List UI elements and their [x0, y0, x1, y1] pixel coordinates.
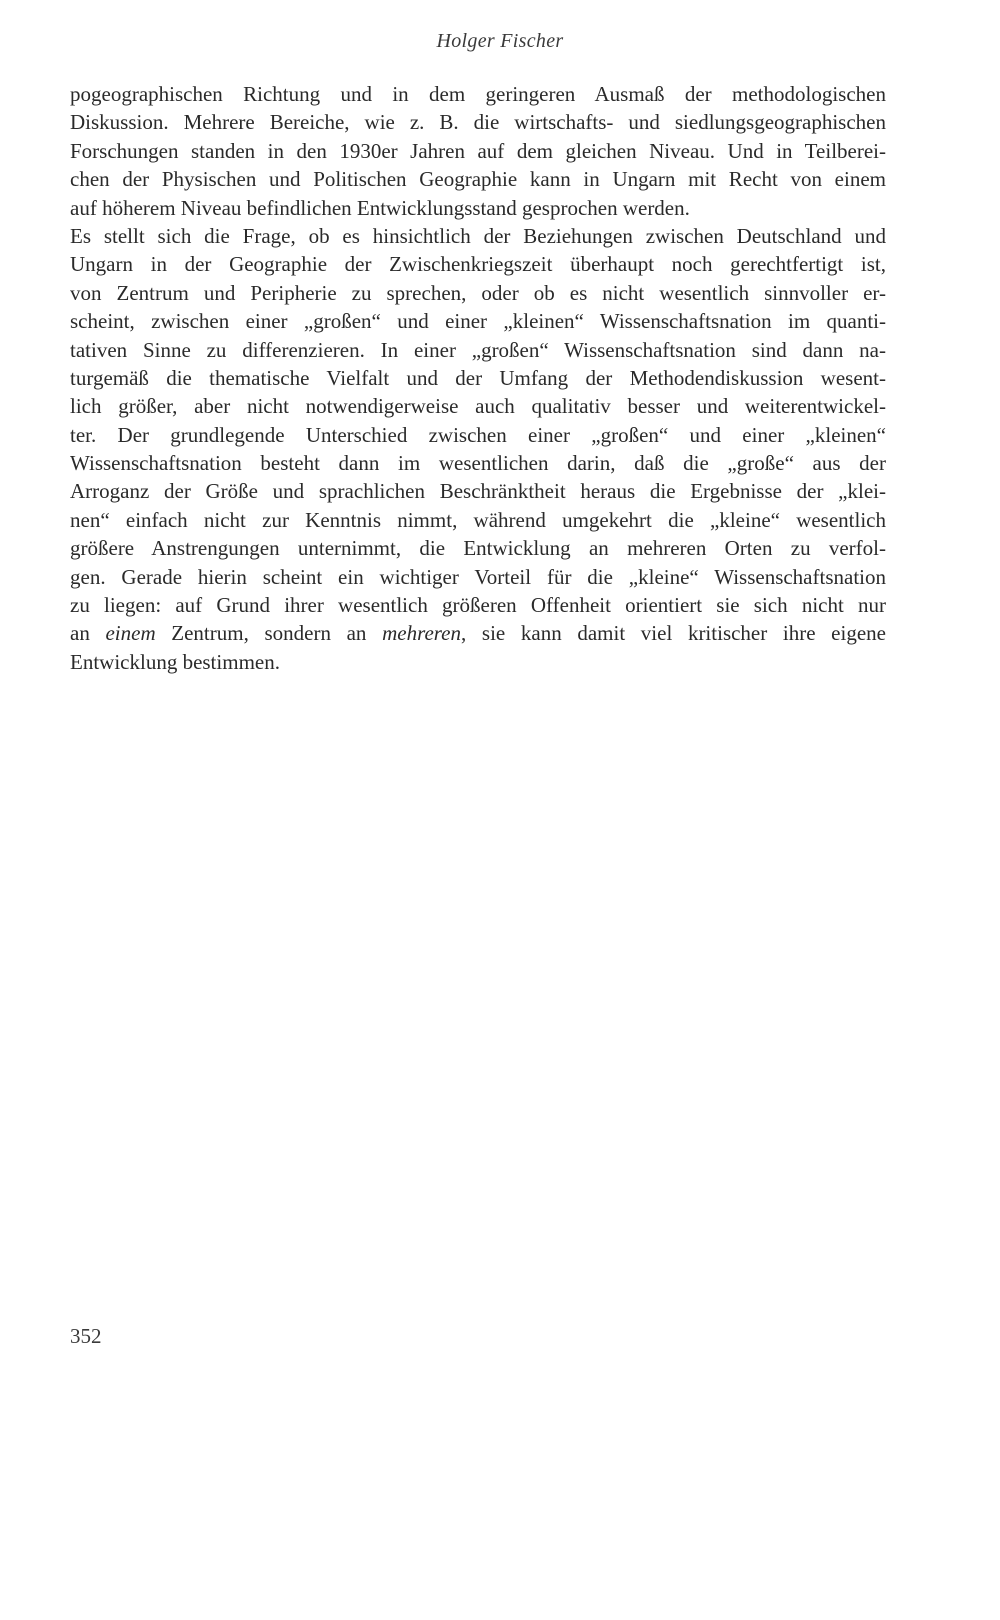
- text-line: nen“ einfach nicht zur Kenntnis nimmt, während umgekehrt die „kleine“ wesentlich: [70, 507, 886, 532]
- text-line: [70, 619, 886, 647]
- text-line: auf höherem Niveau befindlichen Entwicklungsstand gesprochen werden.: [70, 195, 690, 220]
- text-line: Entwicklung bestimmen.: [70, 649, 280, 674]
- text-line: scheint, zwischen einer „großen“ und einer „kleinen“ Wissenschaftsnation im quanti-: [70, 309, 886, 334]
- text-line: Diskussion. Mehrere Bereiche, wie z. B. die wirtschafts- und siedlungsgeographischen: [70, 110, 886, 135]
- text-segment: Zentrum, sondern an: [155, 621, 383, 646]
- text-line: tativen Sinne zu differenzieren. In einer „großen“ Wissenschaftsnation sind dann na-: [70, 337, 886, 362]
- text-segment: , sie kann damit viel kritischer ihre eigene: [461, 621, 886, 646]
- running-head: Holger Fischer: [436, 30, 564, 52]
- text-line: Ungarn in der Geographie der Zwischenkriegszeit überhaupt noch gerechtfertigt ist,: [70, 252, 886, 277]
- text-line: Es stellt sich die Frage, ob es hinsichtlich der Beziehungen zwischen Deutschland und: [70, 223, 886, 248]
- text-line: gen. Gerade hierin scheint ein wichtiger Vorteil für die „kleine“ Wissenschaftsnation: [70, 564, 886, 589]
- text-line: lich größer, aber nicht notwendigerweise auch qualitativ besser und weiterentwickel-: [70, 394, 886, 419]
- text-line: chen der Physischen und Politischen Geographie kann in Ungarn mit Recht von einem: [70, 167, 886, 192]
- text-line: größere Anstrengungen unternimmt, die Entwicklung an mehreren Orten zu verfol-: [70, 536, 886, 561]
- text-line: turgemäß die thematische Vielfalt und der Umfang der Methodendiskussion wesent-: [70, 365, 886, 390]
- text-line: ter. Der grundlegende Unterschied zwischen einer „großen“ und einer „kleinen“: [70, 422, 886, 447]
- page-number: 352: [70, 1324, 102, 1348]
- emphasis-mehreren: mehreren: [382, 621, 461, 646]
- text-line: Arroganz der Größe und sprachlichen Beschränktheit heraus die Ergebnisse der „klei-: [70, 479, 886, 504]
- text-line: zu liegen: auf Grund ihrer wesentlich größeren Offenheit orientiert sie sich nicht nur: [70, 593, 886, 618]
- emphasis-einem: einem: [105, 621, 156, 646]
- text-line: pogeographischen Richtung und in dem geringeren Ausmaß der methodologischen: [70, 82, 886, 106]
- text-line: Wissenschaftsnation besteht dann im wesentlichen darin, daß die „große“ aus der: [70, 451, 886, 476]
- body-text: [70, 80, 886, 676]
- text-line: von Zentrum und Peripherie zu sprechen, oder ob es nicht wesentlich sinnvoller er-: [70, 280, 886, 305]
- text-segment: an: [70, 621, 106, 646]
- text-line: Forschungen standen in den 1930er Jahren auf dem gleichen Niveau. Und in Teilberei-: [70, 138, 886, 163]
